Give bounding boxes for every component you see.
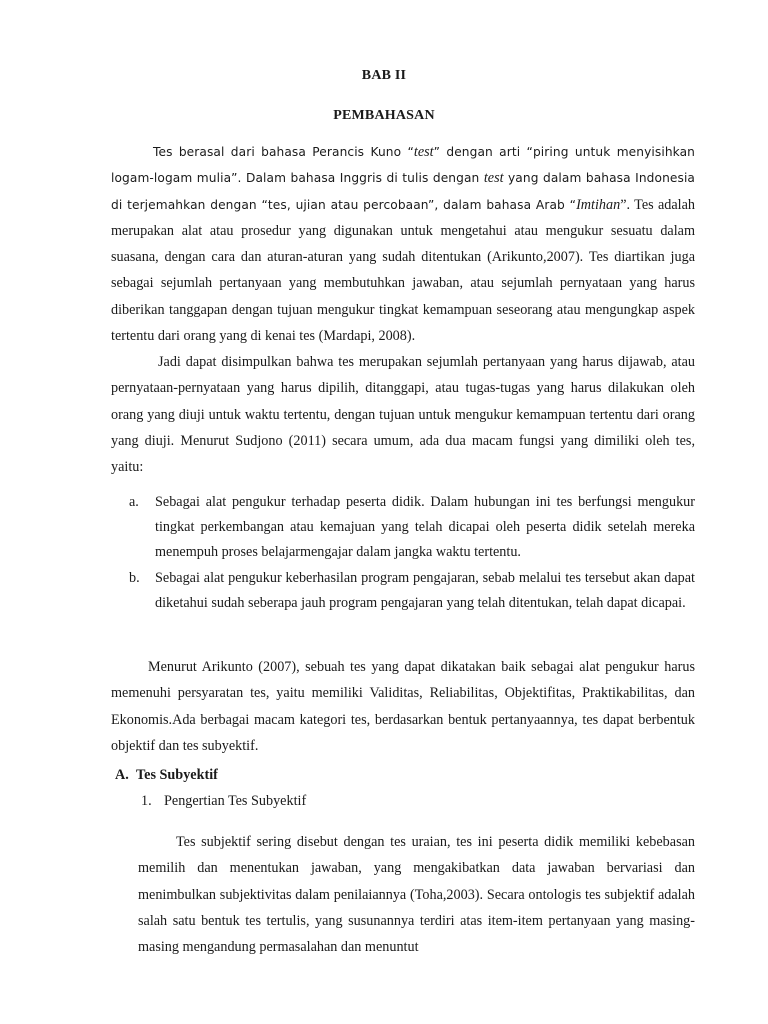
list-item-text: Sebagai alat pengukur terhadap peserta didik. Dalam hubungan ini tes berfungsi mengukur tingkat perkembangan atau kemajuan yang telah dicapai oleh peserta didik setelah mereka menempuh proses belajarmengajar dalam jangka waktu tertentu. <box>155 494 695 561</box>
list-marker: b. <box>129 569 140 586</box>
chapter-heading: BAB II <box>361 68 407 83</box>
paragraph-text: Jadi dapat disimpulkan bahwa tes merupakan sejumlah pertanyaan yang harus dijawab, atau pernyataan-pernyataan yang harus dipilih, ditanggapi, atau tugas-tugas yang harus dilakukan oleh orang yang diuji untuk waktu tertentu, dengan tujuan untuk mengukur kemampuan tertentu dari orang yang diuji. Menurut Sudjono (2011) secara umum, ada dua macam fungsi yang dimiliki oleh tes, yaitu: <box>111 354 695 476</box>
subsection-heading <box>141 793 306 810</box>
list-item <box>127 566 695 616</box>
list-item <box>127 490 695 566</box>
italic-term: test <box>483 170 504 187</box>
paragraph-text: Menurut Arikunto (2007), sebuah tes yang dapat dikatakan baik sebagai alat pengukur harus memenuhi persyaratan tes, yaitu memiliki Validitas, Reliabilitas, Objektifitas, Praktikabilitas, dan Ekonomis.Ada berbagai macam kategori tes, berdasarkan bentuk pertanyaannya, tes dapat berbentuk objektif dan tes subyektif. <box>111 659 695 754</box>
section-title: Tes Subyektif <box>136 767 218 783</box>
subsection-title: Pengertian Tes Subyektif <box>164 793 307 809</box>
paragraph-text: Tes berasal dari bahasa Perancis Kuno “ <box>153 145 414 159</box>
italic-term: Imtihan <box>576 196 621 213</box>
paragraph-conclusion <box>111 349 695 480</box>
paragraph-text: Tes subjektif sering disebut dengan tes uraian, tes ini peserta didik memiliki kebebasan memilih dan menentukan jawaban, yang mengakibatkan data jawaban bervariasi dan menimbulkan subjektivitas dalam penilaiannya (Toha,2003). Secara ontologis tes subjektif adalah salah satu bentuk tes tertulis, yang susunannya terdiri atas item-item pertanyaan yang masing-masing mengandung permasalahan dan menuntut <box>138 834 695 956</box>
paragraph-text: ” dengan arti “piring untuk menyisihkan logam-logam mulia”. Dalam bahasa Inggris di tulis dengan <box>111 145 695 186</box>
chapter-title: PEMBAHASAN <box>333 108 435 123</box>
section-heading <box>115 767 218 784</box>
paragraph-subjective-test <box>138 829 695 960</box>
paragraph-requirements <box>111 654 695 759</box>
paragraph-text: ”. Tes adalah merupakan alat atau prosedur yang digunakan untuk mengetahui atau mengukur sesuatu dalam suasana, dengan cara dan aturan-aturan yang sudah ditentukan (Arikunto,2007). Tes diartikan juga sebagai sejumlah pertanyaan yang membutuhkan jawaban, atau sejumlah pernyataan yang harus diberikan tanggapan dengan tujuan mengukur tingkat kemampuan seseorang atau mengungkap aspek tertentu dari orang yang di kenai tes (Mardapi, 2008). <box>111 196 696 345</box>
italic-term: test <box>413 144 434 160</box>
paragraph-text: yang dalam bahasa Indonesia di terjemahkan dengan “tes, ujian atau percobaan”, dalam bahasa Arab “ <box>111 171 696 212</box>
section-marker: A. <box>115 767 129 783</box>
function-list <box>127 490 695 616</box>
paragraph-definition <box>111 139 695 349</box>
subsection-marker: 1. <box>141 793 152 809</box>
list-marker: a. <box>129 494 139 510</box>
list-item-text: Sebagai alat pengukur keberhasilan program pengajaran, sebab melalui tes tersebut akan dapat diketahui sudah seberapa jauh program pengajaran yang telah ditentukan, telah dapat dicapai. <box>155 569 695 611</box>
